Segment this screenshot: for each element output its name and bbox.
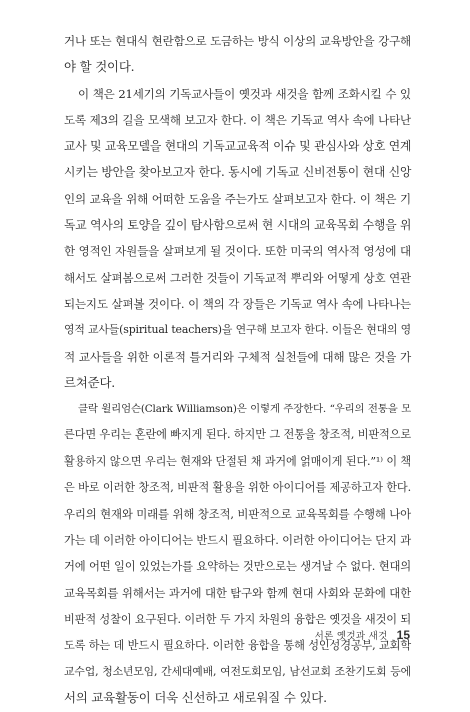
body-line: 되는지도 살펴볼 것이다. 이 책의 각 장들은 기독교 역사 속에 나타나는 <box>64 296 411 311</box>
body-line: 거나 또는 현대식 현란함으로 도금하는 방식 이상의 교육방안을 강구해 <box>64 34 411 48</box>
body-text <box>64 28 411 712</box>
body-line: 우리의 현재와 미래를 위해 창조적, 비판적으로 교육목회를 수행해 나아 <box>64 507 411 522</box>
body-line: 거에 어떤 일이 있었는가를 요약하는 것만으로는 생겨날 수 없다. 현대의 <box>64 559 411 573</box>
page-number: 15 <box>396 628 410 642</box>
running-head: 서론 옛것과 새것 <box>314 631 388 642</box>
body-line: 도록 하는 데 반드시 필요하다. 이러한 융합을 통해 성인성경공부, 교회학 <box>64 638 411 652</box>
body-line: 교수업, 청소년모임, 간세대예배, 여전도회모임, 남선교회 조찬기도회 등에 <box>64 665 411 679</box>
body-line: 서의 교육활동이 더욱 신선하고 새로워질 수 있다. <box>64 690 327 706</box>
body-line: 야 할 것이다. <box>64 59 135 75</box>
body-line: 가는 데 이러한 아이디어는 반드시 필요하다. 이러한 아이디어는 단지 과 <box>64 533 411 547</box>
body-line: 도록 제3의 길을 모색해 보고자 한다. 이 책은 기독교 역사 속에 나타난 <box>64 112 411 127</box>
body-line: 한 영적인 자원들을 살펴보게 될 것이다. 또한 미국의 역사적 영성에 대 <box>64 244 411 259</box>
body-line: 시키는 방안을 찾아보고자 한다. 동시에 기독교 신비전통이 현대 신앙 <box>64 165 412 180</box>
body-line: 적 교사들을 위한 이론적 틀거리와 구체적 실천들에 대해 많은 것을 가 <box>64 349 411 364</box>
body-line: 활용하지 않으면 우리는 현재와 단절된 채 과거에 얽매이게 된다.”¹⁾ 이 책 <box>64 454 411 468</box>
paragraph-start-line: 클락 윌리엄슨(Clark Williamson)은 이렇게 주장한다. “우리의 전통을 모 <box>78 403 411 416</box>
body-line: 인의 교육을 위해 어떠한 도움을 주는가도 살펴보고자 한다. 이 책은 기 <box>64 191 411 206</box>
page-footer <box>315 628 410 648</box>
body-line: 해서도 살펴봄으로써 그러한 것들이 기독교적 뿌리와 어떻게 상호 연관 <box>64 270 411 285</box>
paragraph-start-line: 이 책은 21세기의 기독교사들이 옛것과 새것을 함께 조화시킬 수 있 <box>78 86 411 101</box>
body-line: 교사 및 교육모델을 현대의 기독교교육적 이슈 및 관심사와 상호 연계 <box>64 139 412 154</box>
body-line: 영적 교사들(spiritual teachers)을 연구해 보고자 한다. 이들은 현대의 영 <box>64 323 412 337</box>
body-line: 은 바로 이러한 창조적, 비판적 활용을 위한 아이디어를 제공하고자 한다. <box>64 481 411 495</box>
body-line: 독교 역사의 토양을 깊이 탐사함으로써 현 시대의 교육목회 수행을 위 <box>64 218 412 233</box>
body-line: 르쳐준다. <box>64 374 116 390</box>
body-line: 른다면 우리는 혼란에 빠지게 된다. 하지만 그 전통을 창조적, 비판적으로 <box>64 428 411 442</box>
body-line: 비판적 성찰이 요구된다. 이러한 두 가지 차원의 융합은 옛것을 새것이 되 <box>64 612 411 626</box>
body-line: 교육목회를 위해서는 과거에 대한 탐구와 함께 현대 사회와 문화에 대한 <box>64 586 411 601</box>
